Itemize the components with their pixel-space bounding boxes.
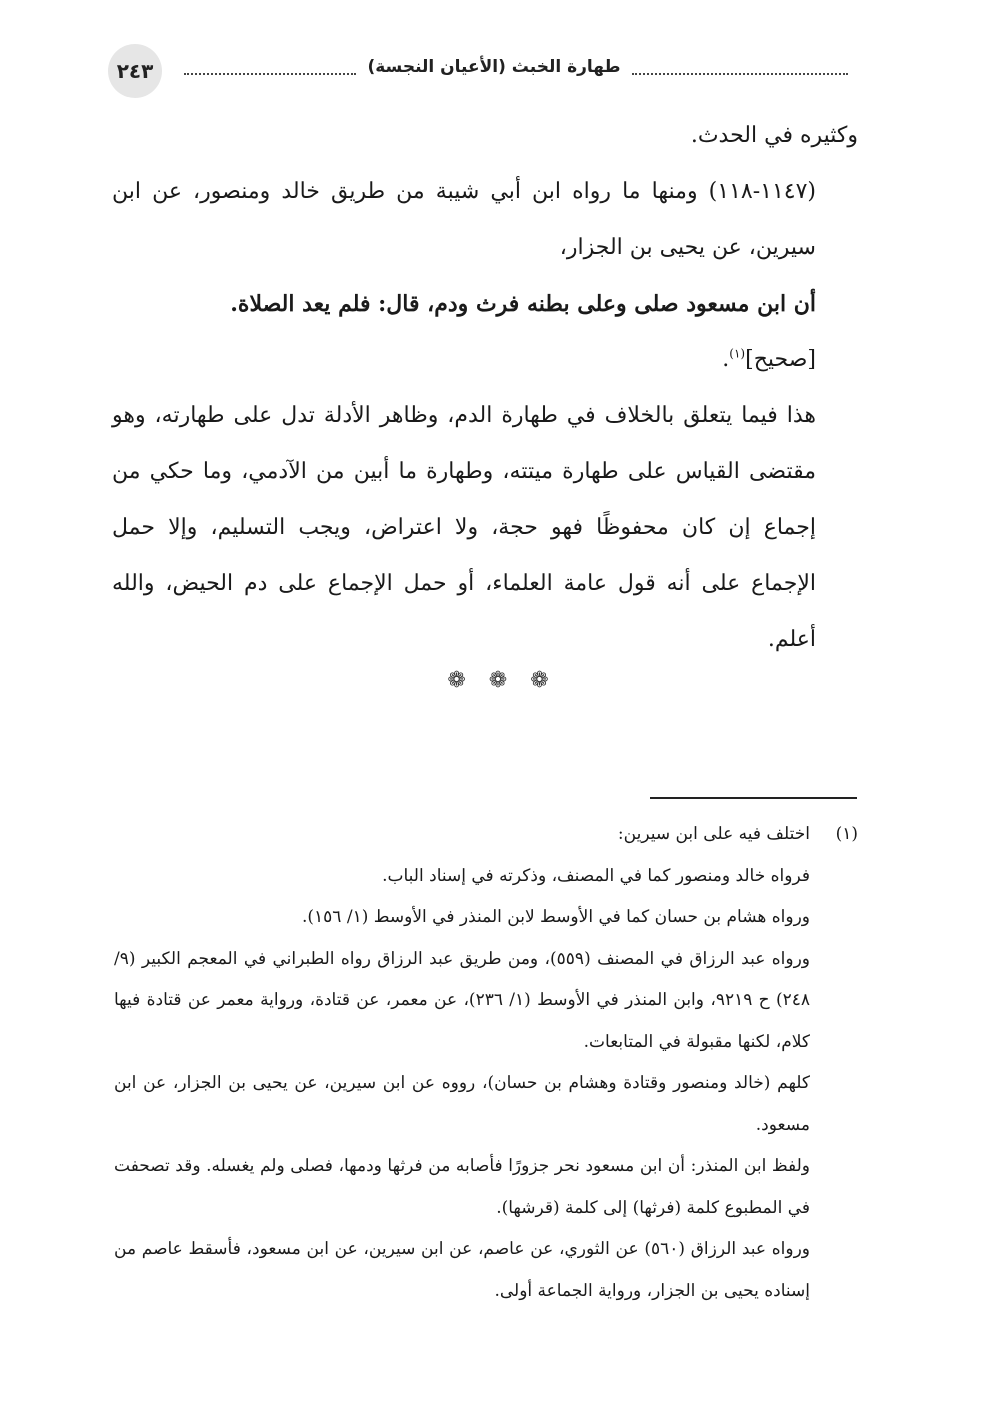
grading-line [112, 332, 858, 388]
footnote-line: ورواه عبد الرزاق (٥٦٠) عن الثوري، عن عاصم، عن ابن سيرين، عن ابن مسعود، فأسقط عاصم من إسناده يحيى بن الجزار، ورواية الجماعة أولى. [114, 1239, 810, 1301]
paragraph-discussion: هذا فيما يتعلق بالخلاف في طهارة الدم، وظاهر الأدلة تدل على طهارته، وهو مقتضى القياس على طهارة ميتته، وطهارة ما أبين من الآدمي، وما حكي من إجماع إن كان محفوظًا فهو حجة، ولا اعتراض، ويجب التسليم، وإلا حمل الإجماع على أنه قول عامة العلماء، أو حمل الإجماع على دم الحيض، والله أعلم. [112, 403, 816, 652]
footnote-line: ورواه هشام بن حسان كما في الأوسط لابن المنذر في الأوسط (١/ ١٥٦). [302, 907, 810, 927]
section-separator-flowers: ❁ ❁ ❁ [447, 668, 557, 693]
page-number: ٢٤٣ [108, 44, 162, 98]
grading-label: [صحيح] [745, 347, 816, 372]
main-text [112, 108, 858, 668]
hadith-text: أن ابن مسعود صلى وعلى بطنه فرث ودم، قال: فلم يعد الصلاة. [230, 291, 816, 317]
header-dotted-leader-left [184, 73, 356, 75]
footnote-ref: (١) [729, 346, 746, 361]
footnote-line: ورواه عبد الرزاق في المصنف (٥٥٩)، ومن طريق عبد الرزاق رواه الطبراني في المعجم الكبير (٩/ ٢٤٨) ح ٩٢١٩، وابن المنذر في الأوسط (١/ ٢٣٦)، عن معمر، عن قتادة، ورواية معمر عن قتادة فيها كلام، لكنها مقبولة في المتابعات. [114, 948, 810, 1052]
footnote-number: (١) [835, 824, 858, 844]
header-dotted-leader-right [632, 73, 848, 75]
paragraph-narration: (١١٤٧-١١٨) ومنها ما رواه ابن أبي شيبة من طريق خالد ومنصور، عن ابن سيرين، عن يحيى بن الجزار، [112, 179, 816, 260]
footnote-line: فرواه خالد ومنصور كما في المصنف، وذكرته في إسناد الباب. [382, 865, 810, 886]
grading-end: . [722, 347, 730, 372]
paragraph-continuation: وكثيره في الحدث. [690, 123, 858, 148]
footnotes [114, 814, 858, 1312]
chapter-title: طهارة الخبث (الأعيان النجسة) [367, 57, 621, 77]
footnote-first-line [114, 814, 858, 856]
footnote-line: اختلف فيه على ابن سيرين: [617, 824, 810, 844]
page-header [108, 44, 848, 98]
footnote-line: كلهم (خالد ومنصور وقتادة وهشام بن حسان)، رووه عن ابن سيرين، عن يحيى بن الجزار، عن ابن مسعود. [114, 1073, 810, 1135]
footnote-line: ولفظ ابن المنذر: أن ابن مسعود نحر جزورًا فأصابه من فرثها ودمها، فصلى ولم يغسله. وقد تصحفت في المطبوع كلمة (فرثها) إلى كلمة (قرشها). [114, 1156, 810, 1218]
footnote-divider [650, 797, 857, 799]
